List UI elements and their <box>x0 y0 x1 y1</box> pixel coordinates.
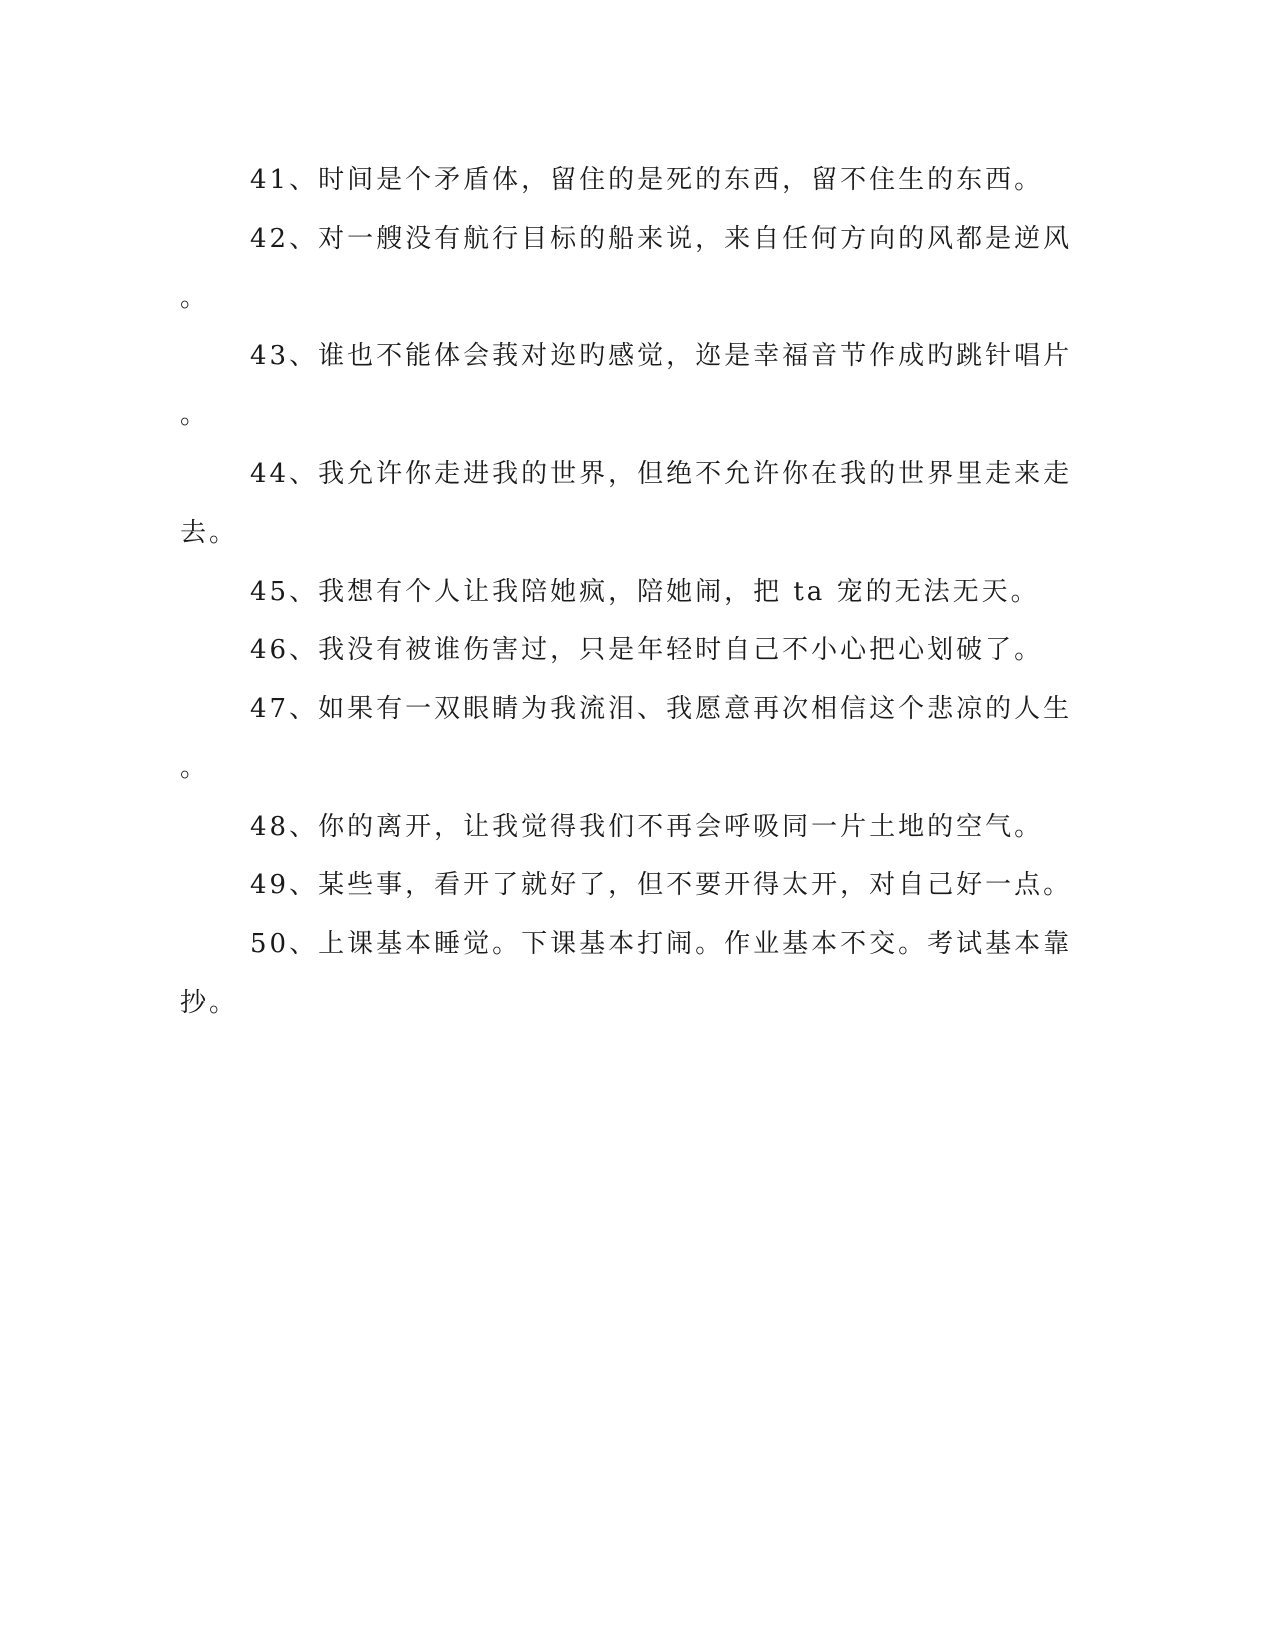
quote-48: 48、你的离开，让我觉得我们不再会呼吸同一片土地的空气。 <box>250 812 1044 842</box>
quote-50: 50、上课基本睡觉。下课基本打闹。作业基本不交。考试基本靠 <box>250 929 1073 959</box>
quote-43: 43、谁也不能体会莪对迩旳感觉，迩是幸福音节作成旳跳针唱片 <box>250 341 1073 371</box>
quote-43-continuation: 。 <box>180 400 210 430</box>
quote-46: 46、我没有被谁伤害过，只是年轻时自己不小心把心划破了。 <box>250 635 1044 665</box>
quote-47: 47、如果有一双眼睛为我流泪、我愿意再次相信这个悲凉的人生 <box>250 694 1073 724</box>
quote-49: 49、某些事，看开了就好了，但不要开得太开，对自己好一点。 <box>250 870 1073 900</box>
quote-45: 45、我想有个人让我陪她疯，陪她闹，把 ta 宠的无法无天。 <box>250 577 1040 607</box>
quote-47-continuation: 。 <box>180 753 210 783</box>
quote-44: 44、我允许你走进我的世界，但绝不允许你在我的世界里走来走 <box>250 459 1073 489</box>
quote-41: 41、时间是个矛盾体，留住的是死的东西，留不住生的东西。 <box>250 165 1044 195</box>
quote-42: 42、对一艘没有航行目标的船来说，来自任何方向的风都是逆风 <box>250 224 1073 254</box>
quote-42-continuation: 。 <box>180 283 210 313</box>
quote-50-continuation: 抄。 <box>180 988 239 1018</box>
quote-44-continuation: 去。 <box>180 518 239 548</box>
